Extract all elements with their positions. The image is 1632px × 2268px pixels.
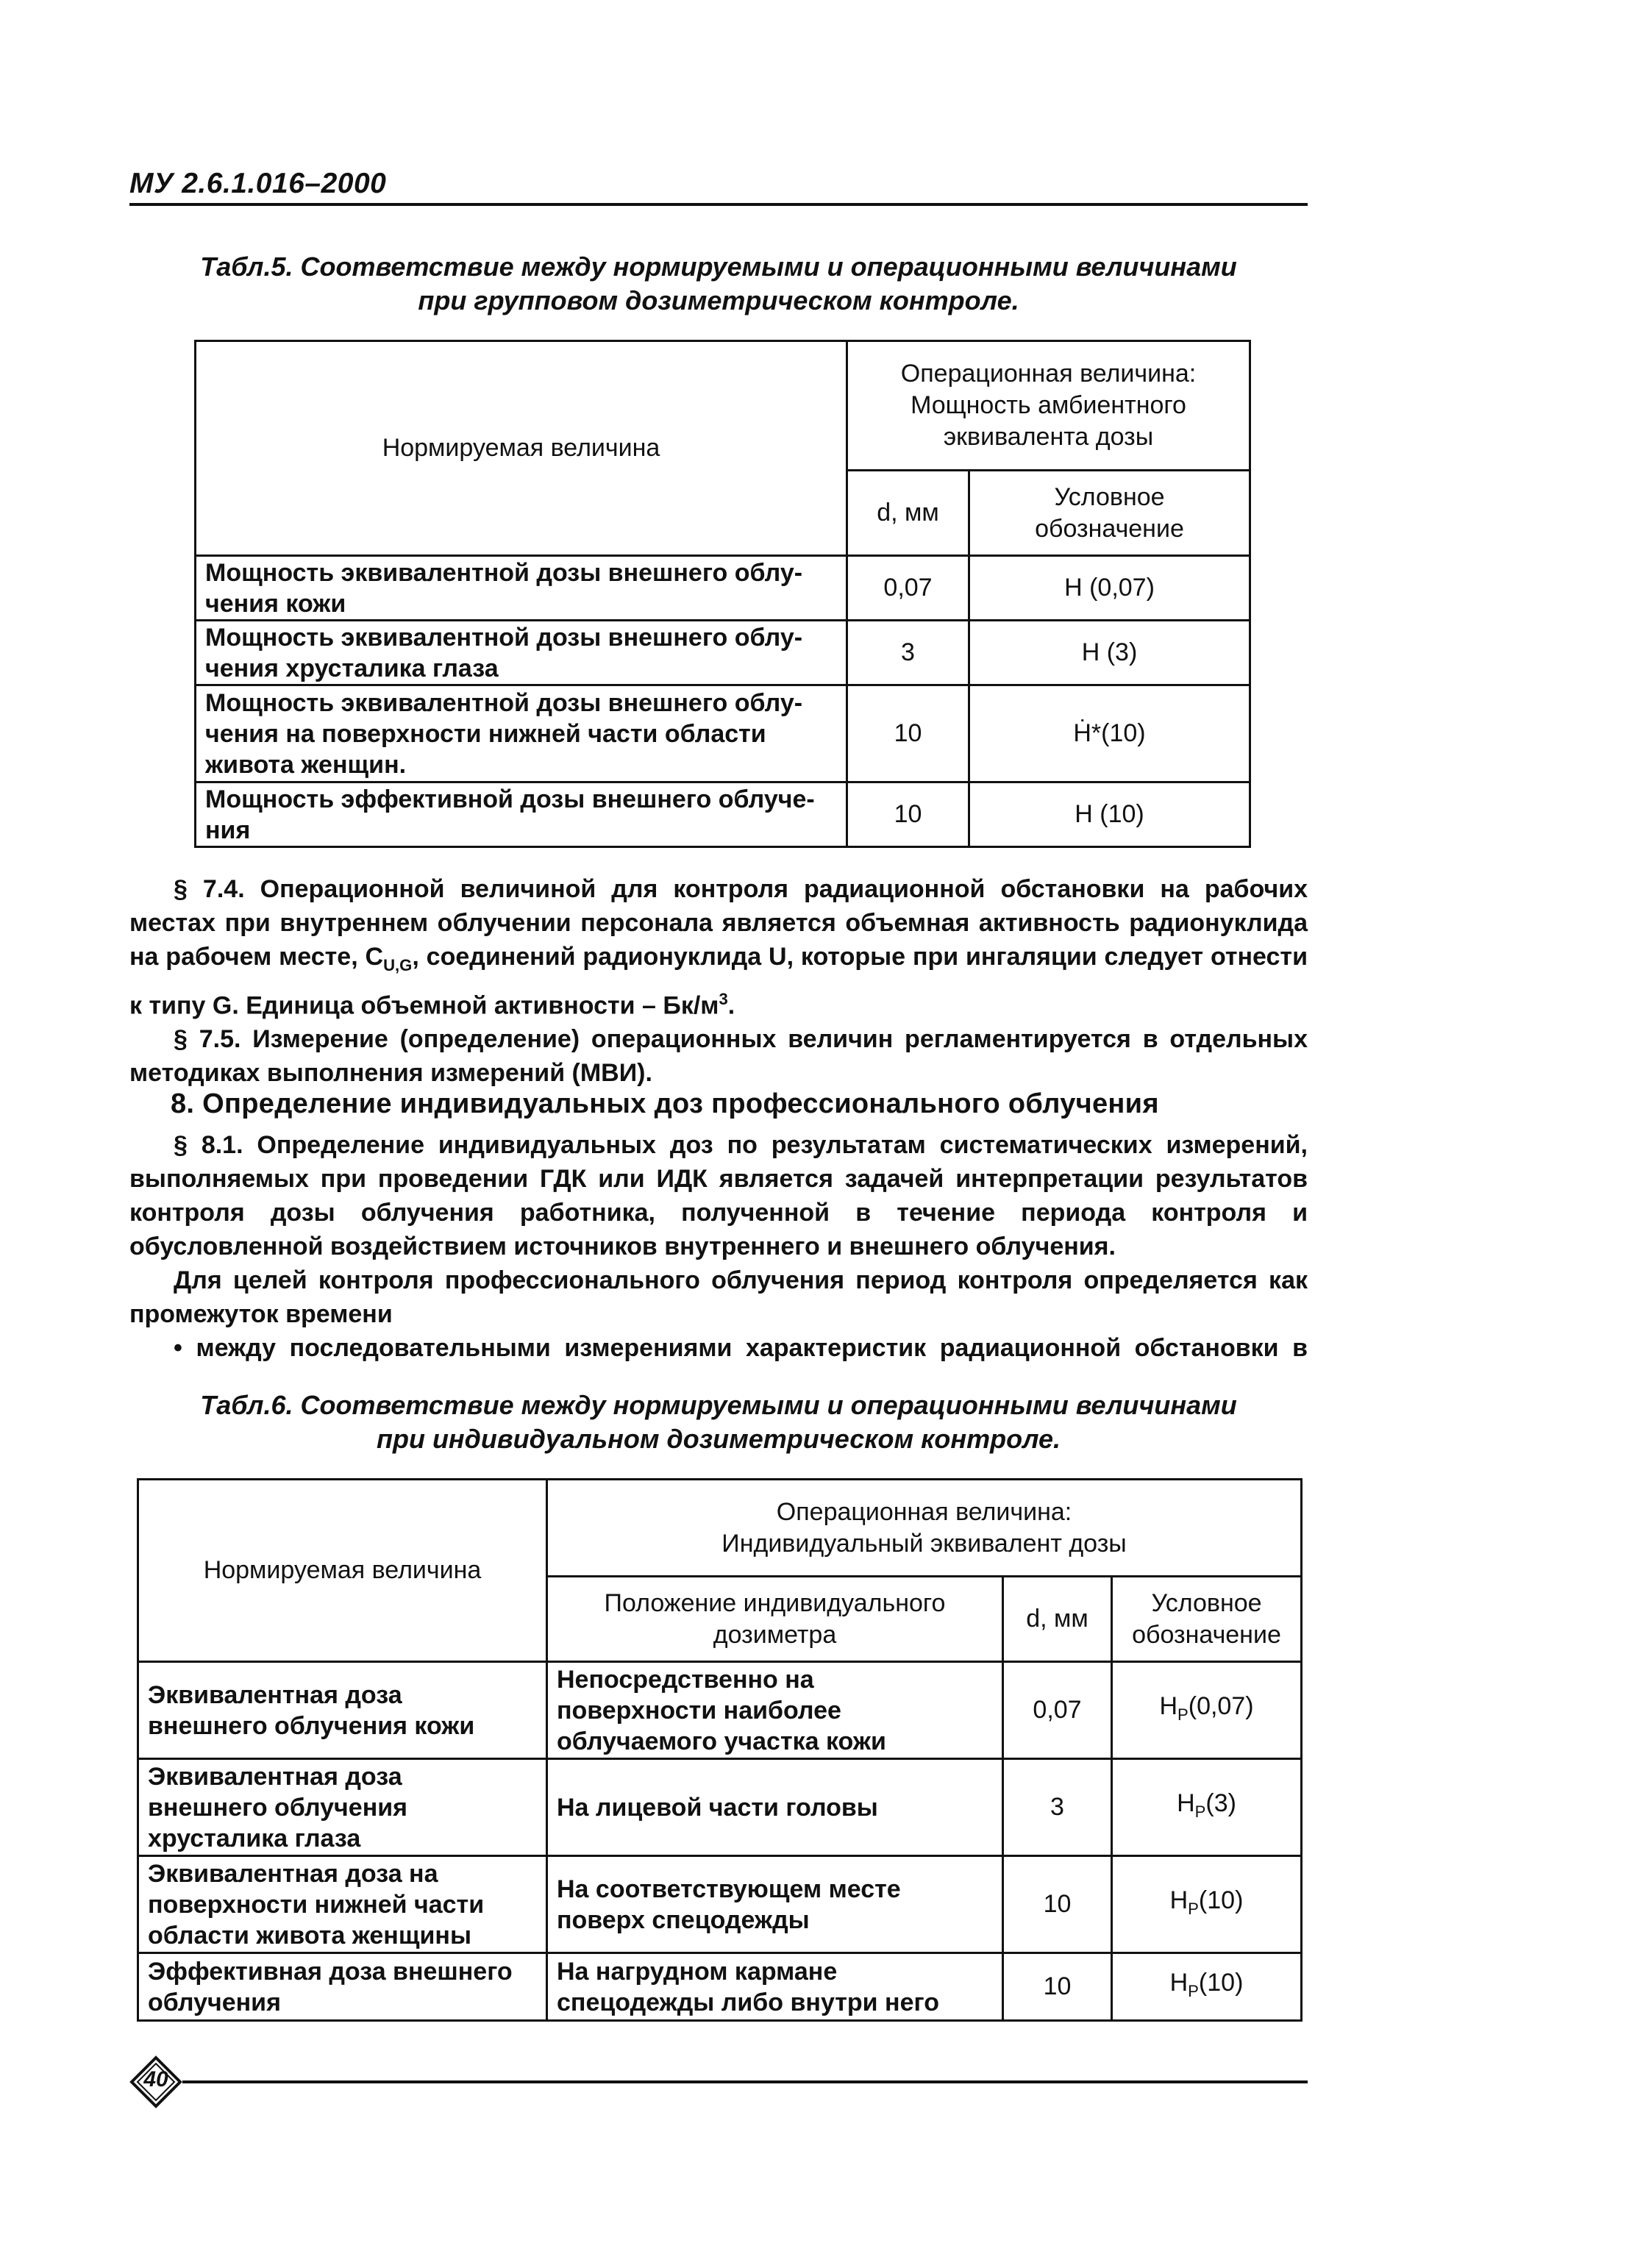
table-row — [196, 556, 1250, 621]
table-row — [138, 1759, 1302, 1856]
paragraph-7-4: § 7.4. Операционной величиной для контроля радиационной обстановки на рабочих местах при внутреннем облучении персонала является объемная активность радионуклида на рабочем месте, $C_{U,G}$, соединений радионуклида U, которые при ингаляции следует отнести к типу G. Единица объемной активности – $Бк/м^3$. — [129, 875, 1308, 1020]
table5-row-symbol: H (0,07) — [969, 556, 1250, 621]
table6-row-d: 3 — [1003, 1759, 1112, 1856]
bullet-item: • между последовательными измерениями характеристик радиационной обстановки в — [174, 1334, 1308, 1362]
table6-row-position: Непосредственно на поверхности наиболее облучаемого участка кожи — [547, 1662, 1003, 1759]
table6-row-position: На лицевой части головы — [547, 1759, 1003, 1856]
table6-row-symbol: $H_P(10)$ — [1112, 1856, 1302, 1953]
section-8-title: 8. Определение индивидуальных доз профессионального облучения — [171, 1088, 1159, 1119]
table-row — [138, 1953, 1302, 2021]
table5-row-symbol: Ḣ*(10) — [969, 685, 1250, 782]
table5 — [194, 340, 1251, 848]
table6-row-symbol: $H_P(0,07)$ — [1112, 1662, 1302, 1759]
table6-row-d: 10 — [1003, 1953, 1112, 2021]
table5-col-symbol: Условное обозначение — [969, 471, 1250, 556]
header-rule — [129, 203, 1308, 206]
paragraph-8-1: § 8.1. Определение индивидуальных доз по результатам систематических измерений, выполняемых при проведении ГДК или ИДК является задачей интерпретации результатов контроля дозы облучения работника, полученной в течение периода контроля и обусловленной воздействием источников внутреннего и внешнего облучения. — [129, 1131, 1308, 1260]
table6-col-symbol: Условное обозначение — [1112, 1577, 1302, 1662]
table-row — [138, 1856, 1302, 1953]
table5-row-name: Мощность эквивалентной дозы внешнего облу- чения кожи — [196, 556, 847, 621]
table5-caption-line2: при групповом дозиметрическом контроле. — [418, 285, 1019, 315]
table5-row-name: Мощность эквивалентной дозы внешнего облу- чения на поверхности нижней части области живота женщин. — [196, 685, 847, 782]
table6-row-symbol: $H_P(10)$ — [1112, 1953, 1302, 2021]
table6-caption-label: Табл.6. — [200, 1390, 293, 1420]
table6-col-operational: Операционная величина: Индивидуальный эквивалент дозы — [547, 1480, 1302, 1577]
table6-row-d: 0,07 — [1003, 1662, 1112, 1759]
table5-col-normed: Нормируемая величина — [196, 341, 847, 556]
table5-row-symbol: H (10) — [969, 782, 1250, 847]
table5-row-name: Мощность эффективной дозы внешнего облуче- ния — [196, 782, 847, 847]
table5-row-d: 0,07 — [847, 556, 969, 621]
table6-row-name: Эффективная доза внешнего облучения — [138, 1953, 547, 2021]
table5-row-d: 10 — [847, 782, 969, 847]
body-text-section7 — [129, 872, 1308, 1090]
table-row — [196, 621, 1250, 685]
table6-row-position: На нагрудном кармане спецодежды либо внутри него — [547, 1953, 1003, 2021]
table-row — [196, 685, 1250, 782]
table5-row-d: 10 — [847, 685, 969, 782]
body-text-section8 — [129, 1128, 1308, 1365]
paragraph-7-5: § 7.5. Измерение (определение) операционных величин регламентируется в отдельных методиках выполнения измерений (МВИ). — [129, 1025, 1308, 1088]
table6-caption-line1: Соответствие между нормируемыми и операционными величинами — [300, 1390, 1237, 1420]
table5-col-d: d, мм — [847, 471, 969, 556]
table-row — [196, 782, 1250, 847]
running-header: МУ 2.6.1.016–2000 — [129, 168, 387, 199]
footer-rule — [182, 2080, 1308, 2083]
table6-row-name: Эквивалентная доза внешнего облучения хрусталика глаза — [138, 1759, 547, 1856]
table-row — [138, 1662, 1302, 1759]
page-number-badge — [129, 2055, 182, 2108]
table6-caption-line2: при индивидуальном дозиметрическом контроле. — [376, 1424, 1061, 1454]
table6-caption — [129, 1388, 1308, 1456]
table5-row-name: Мощность эквивалентной дозы внешнего облу- чения хрусталика глаза — [196, 621, 847, 685]
table5-caption-line1: Соответствие между нормируемыми и операционными величинами — [300, 252, 1237, 282]
page-number: 40 — [143, 2067, 168, 2092]
table6-col-position: Положение индивидуального дозиметра — [547, 1577, 1003, 1662]
table5-col-operational: Операционная величина: Мощность амбиентного эквивалента дозы — [847, 341, 1250, 471]
table6-row-name: Эквивалентная доза внешнего облучения кожи — [138, 1662, 547, 1759]
table6-row-symbol: $H_P(3)$ — [1112, 1759, 1302, 1856]
table5-row-d: 3 — [847, 621, 969, 685]
table5-caption — [129, 250, 1308, 318]
table6-col-normed: Нормируемая величина — [138, 1480, 547, 1662]
table5-caption-label: Табл.5. — [200, 252, 293, 282]
table5-row-symbol: H (3) — [969, 621, 1250, 685]
table6 — [137, 1478, 1303, 2022]
table5-header-row — [196, 341, 1250, 471]
table6-header-row — [138, 1480, 1302, 1577]
table6-row-name: Эквивалентная доза на поверхности нижней части области живота женщины — [138, 1856, 547, 1953]
table6-col-d: d, мм — [1003, 1577, 1112, 1662]
table6-row-d: 10 — [1003, 1856, 1112, 1953]
table6-row-position: На соответствующем месте поверх спецодежды — [547, 1856, 1003, 1953]
paragraph-control-period: Для целей контроля профессионального облучения период контроля определяется как промежуток времени — [129, 1266, 1308, 1328]
